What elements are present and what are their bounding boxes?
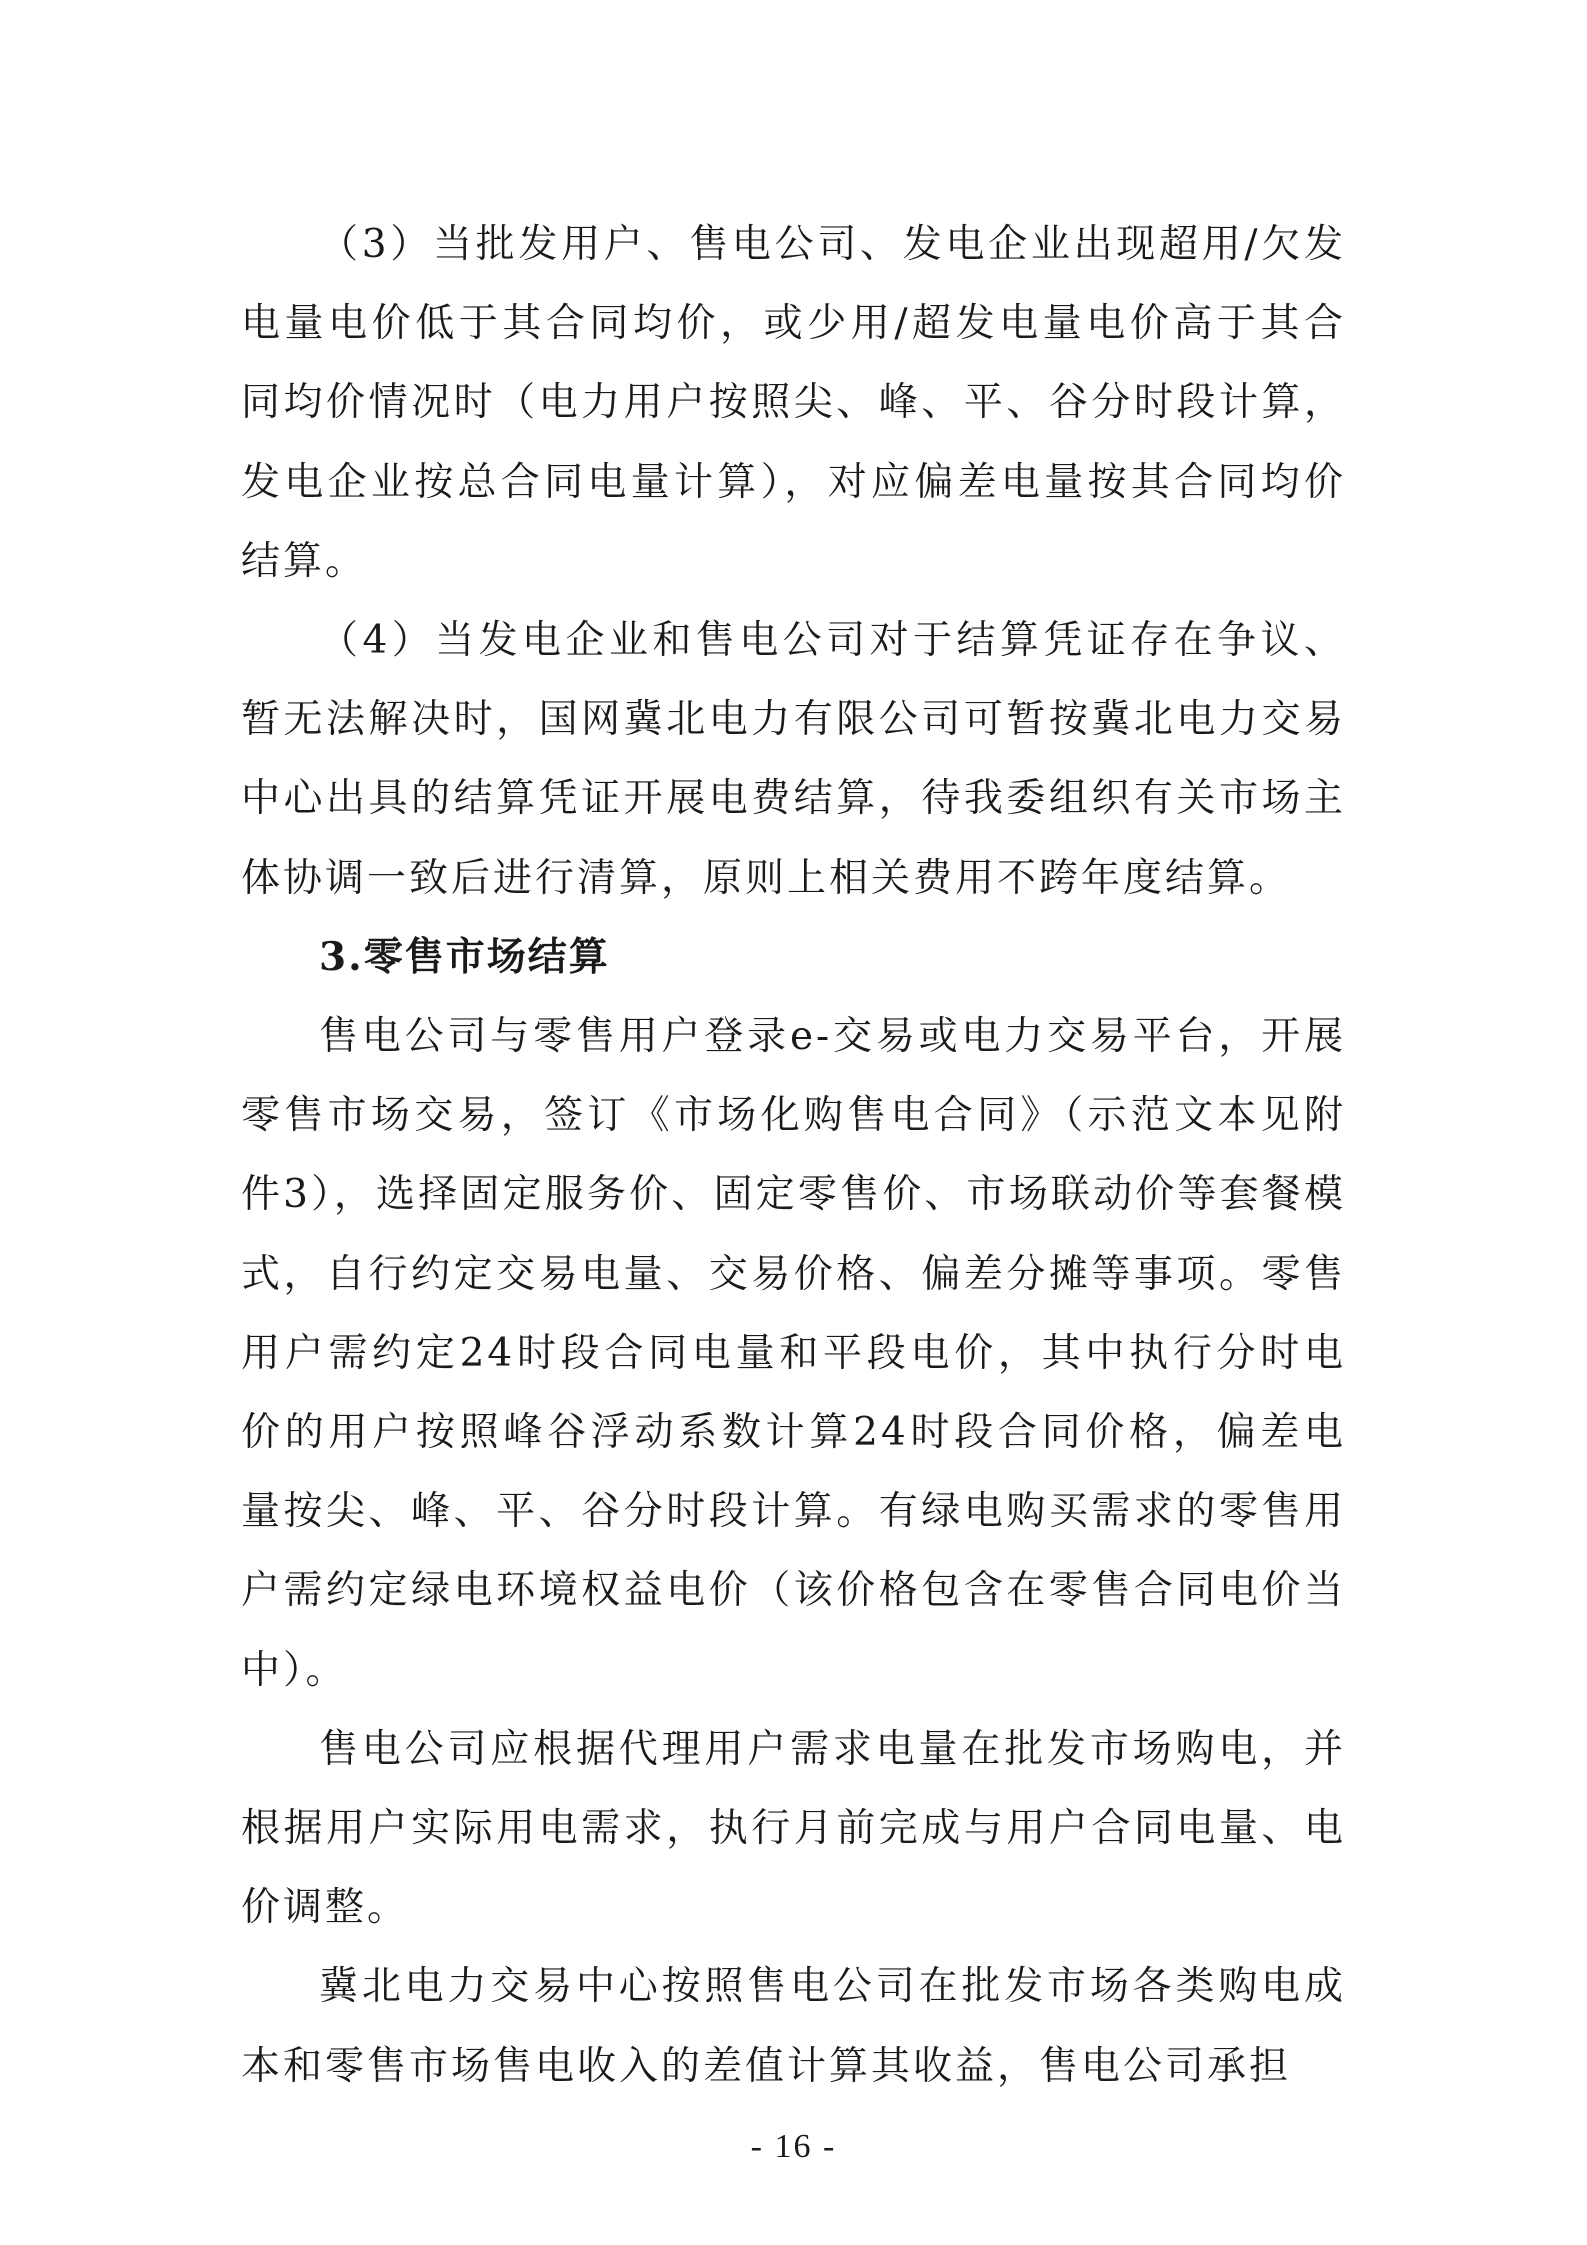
paragraph-wholesale-purchase: 售电公司应根据代理用户需求电量在批发市场购电，并根据用户实际用电需求，执行月前完成与用户合同电量、电价调整。: [241, 1726, 1346, 1931]
paragraph-deviation-settlement: （3）当批发用户、售电公司、发电企业出现超用/欠发电量电价低于其合同均价，或少用/超发电量电价高于其合同均价情况时（电力用户按照尖、峰、平、谷分时段计算，发电企业按总合同电量计算），对应偏差电量按其合同均价结算。: [241, 222, 1346, 584]
page-number: - 16 -: [750, 2128, 837, 2165]
section-heading-retail-settlement: 3.零售市场结算: [319, 933, 610, 980]
paragraph-revenue-calculation: 冀北电力交易中心按照售电公司在批发市场各类购电成本和零售市场售电收入的差值计算其收益，售电公司承担: [241, 1964, 1346, 2089]
paragraph-dispute-settlement: （4）当发电企业和售电公司对于结算凭证存在争议、暂无法解决时，国网冀北电力有限公司可暂按冀北电力交易中心出具的结算凭证开展电费结算，待我委组织有关市场主体协调一致后进行清算，原则上相关费用不跨年度结算。: [241, 618, 1346, 901]
body-text: [241, 205, 1346, 2106]
paragraph-retail-trading: 售电公司与零售用户登录e-交易或电力交易平台，开展零售市场交易，签订《市场化购售电合同》（示范文本见附件3），选择固定服务价、固定零售价、市场联动价等套餐模式，自行约定交易电量、交易价格、偏差分摊等事项。零售用户需约定24时段合同电量和平段电价，其中执行分时电价的用户按照峰谷浮动系数计算24时段合同价格，偏差电量按尖、峰、平、谷分时段计算。有绿电购买需求的零售用户需约定绿电环境权益电价（该价格包含在零售合同电价当中）。: [241, 1014, 1346, 1693]
